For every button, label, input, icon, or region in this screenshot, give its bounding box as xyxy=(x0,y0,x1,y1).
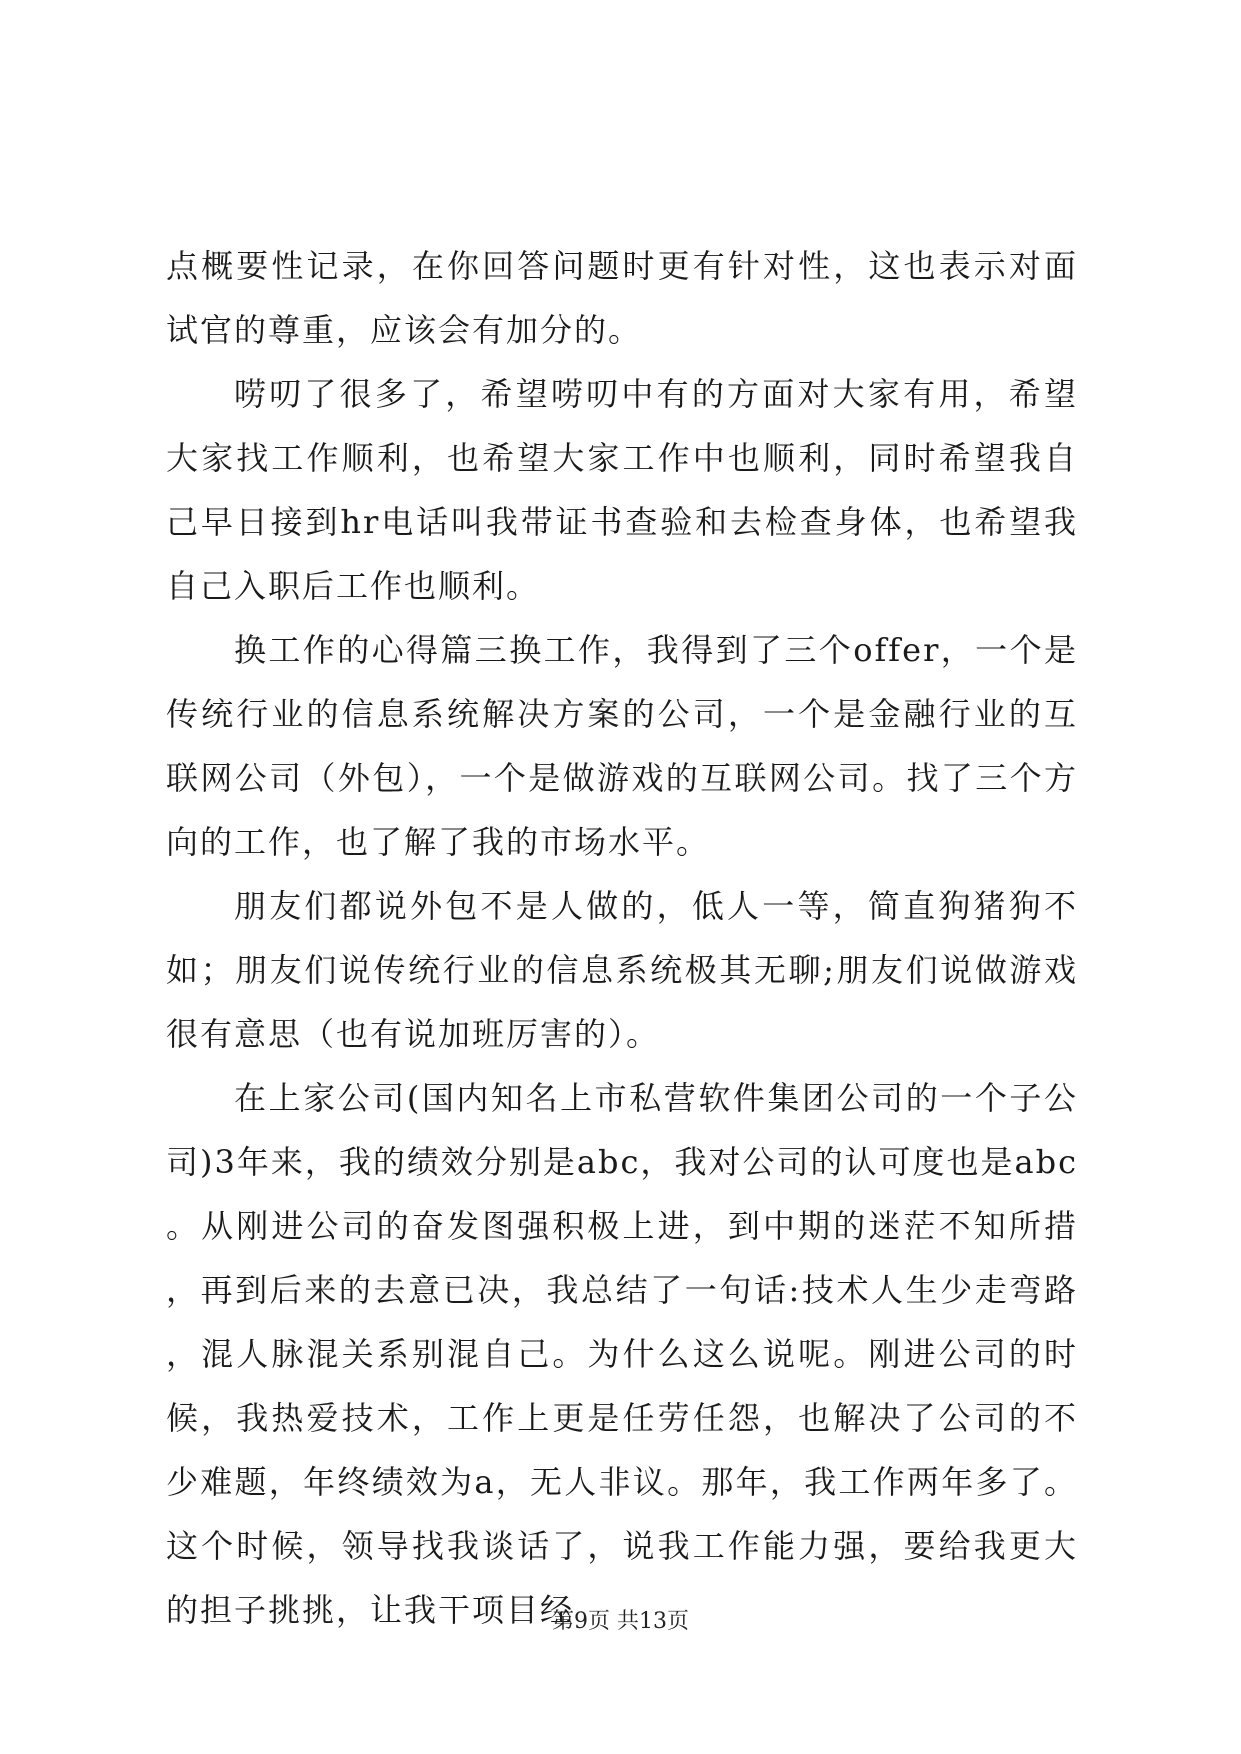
paragraph-2: 唠叨了很多了，希望唠叨中有的方面对大家有用，希望大家找工作顺利，也希望大家工作中也顺利，同时希望我自己早日接到hr电话叫我带证书查验和去检查身体，也希望我自己入职后工作也顺利。 xyxy=(166,375,1078,605)
document-body xyxy=(166,234,1078,1642)
paragraph-3: 换工作的心得篇三换工作，我得到了三个offer，一个是传统行业的信息系统解决方案的公司，一个是金融行业的互联网公司（外包），一个是做游戏的互联网公司。找了三个方向的工作，也了解了我的市场水平。 xyxy=(166,631,1078,861)
paragraph-1: 点概要性记录，在你回答问题时更有针对性，这也表示对面试官的尊重，应该会有加分的。 xyxy=(166,247,1078,349)
page-footer: 第9页 共13页 xyxy=(552,1609,689,1634)
paragraph-5: 在上家公司(国内知名上市私营软件集团公司的一个子公司)3年来，我的绩效分别是abc，我对公司的认可度也是abc。从刚进公司的奋发图强积极上进，到中期的迷茫不知所措，再到后来的去意已决，我总结了一句话:技术人生少走弯路，混人脉混关系别混自己。为什么这么说呢。刚进公司的时候，我热爱技术，工作上更是任劳任怨，也解决了公司的不少难题，年终绩效为a，无人非议。那年，我工作两年多了。这个时候，领导找我谈话了，说我工作能力强，要给我更大的担子挑挑，让我干项目经 xyxy=(166,1079,1078,1629)
paragraph-4: 朋友们都说外包不是人做的，低人一等，简直狗猪狗不如；朋友们说传统行业的信息系统极其无聊;朋友们说做游戏很有意思（也有说加班厉害的）。 xyxy=(166,887,1078,1053)
